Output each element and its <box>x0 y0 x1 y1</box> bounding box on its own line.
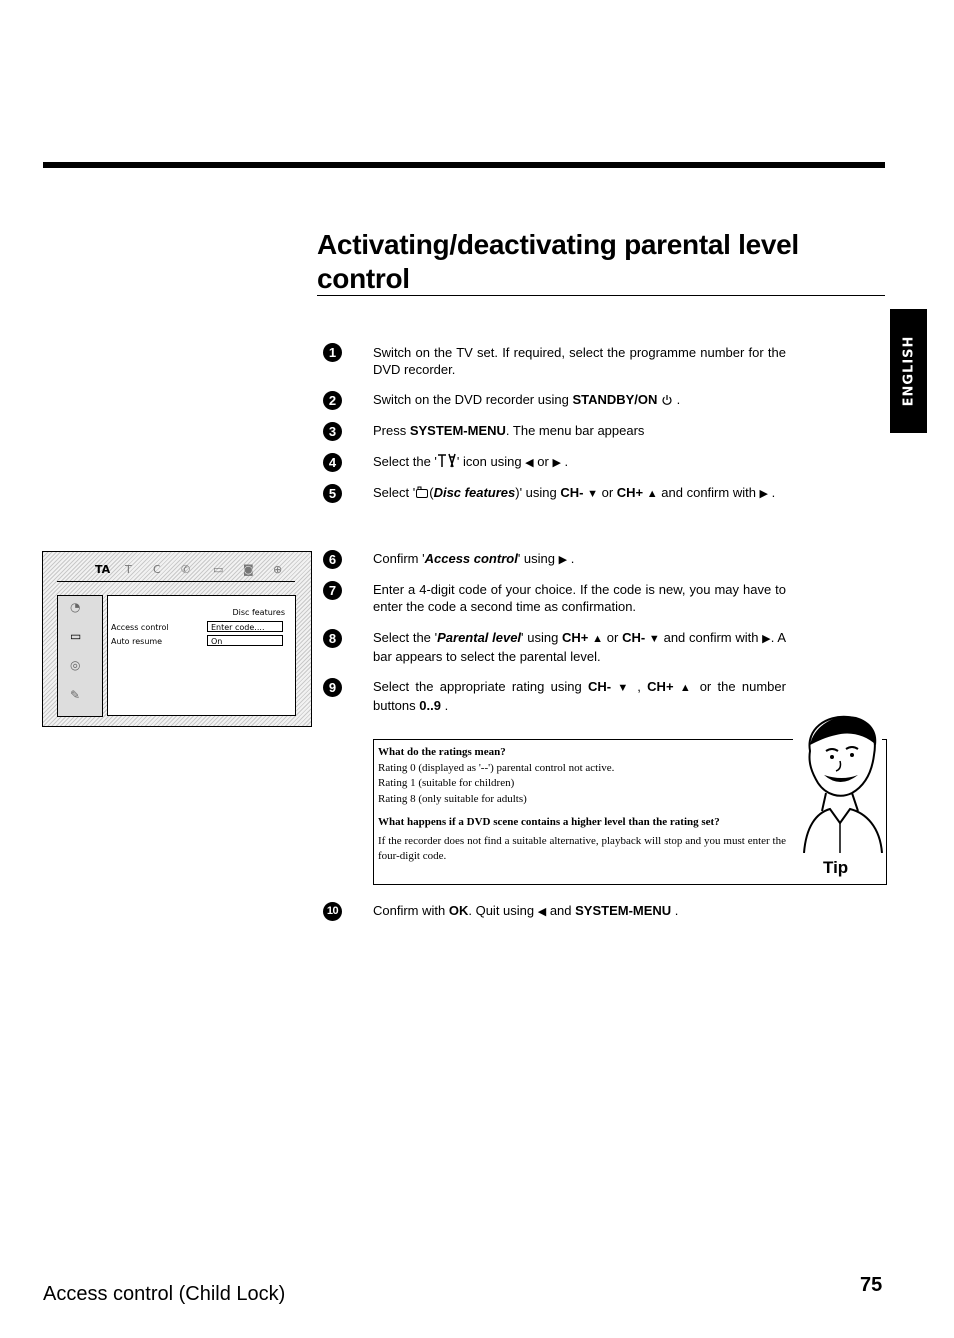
up-arrow-icon: ▲ <box>592 633 604 645</box>
right-arrow-icon: ▶ <box>552 457 561 469</box>
right-arrow-icon: ▶ <box>762 633 771 645</box>
menu-row-label: Auto resume <box>111 637 163 646</box>
right-arrow-icon: ▶ <box>558 554 568 566</box>
step-number: 4 <box>323 453 342 472</box>
tip-question: What happens if a DVD scene contains a higher level than the rating set? <box>378 816 720 828</box>
step-text: Enter a 4-digit code of your choice. If the code is new, you may have to enter the code a second time as confirmation. <box>373 582 786 614</box>
step-text: Select the appropriate rating using CH- ▼ , CH+ ▲ or the number buttons 0..9 . <box>373 679 786 713</box>
step-number: 6 <box>323 550 342 569</box>
menu-row-value: Enter code.... <box>207 621 283 632</box>
step-text: Confirm 'Access control' using ▶ . <box>373 551 575 566</box>
menu-row-value: On <box>207 635 283 646</box>
tip-character-illustration <box>796 711 884 853</box>
left-arrow-icon: ◀ <box>537 906 547 918</box>
tip-line: Rating 0 (displayed as '--') parental control not active. <box>378 761 615 774</box>
tip-content <box>378 745 786 865</box>
page-title: Activating/deactivating parental level control <box>317 229 799 294</box>
key-system-menu: SYSTEM-MENU <box>409 423 506 438</box>
menu-row-label: Access control <box>111 623 169 632</box>
up-arrow-icon: ▲ <box>679 682 694 694</box>
settings-icon: TA <box>95 563 111 576</box>
down-arrow-icon: ▼ <box>587 488 598 500</box>
menu-panel <box>107 595 296 716</box>
down-arrow-icon: ▼ <box>617 682 631 694</box>
tip-line: Rating 1 (suitable for children) <box>378 777 515 789</box>
step-number: 5 <box>323 484 342 503</box>
menu-side-bar <box>57 595 103 717</box>
step-number: 9 <box>323 678 342 697</box>
language-tab-label: ENGLISH <box>901 335 916 407</box>
wrench-icon: ✎ <box>70 688 81 702</box>
step-text: Select the 'Parental level' using CH+ ▲ or CH- ▼ and confirm with ▶. A bar appears to select the parental level. <box>373 630 786 664</box>
page-number: 75 <box>860 1274 883 1296</box>
step-number: 3 <box>323 422 342 441</box>
step-number: 1 <box>323 343 342 362</box>
settings-tools-icon <box>437 453 457 468</box>
top-rule <box>43 162 885 168</box>
sound-icon: C <box>153 563 161 576</box>
tip-line: Rating 8 (only suitable for adults) <box>378 792 527 805</box>
title-underline <box>317 295 885 296</box>
tip-label: Tip <box>823 858 849 877</box>
menu-panel-title: Disc features <box>232 608 285 617</box>
step-number: 7 <box>323 581 342 600</box>
key-standby: STANDBY/ON <box>572 392 658 407</box>
language-tab <box>890 309 927 433</box>
picture-icon: T <box>125 563 132 576</box>
section-name: Access control (Child Lock) <box>43 1283 286 1305</box>
dvd-icon: ◎ <box>70 658 81 672</box>
picture-mode-icon: ◔ <box>70 600 81 614</box>
menu-screen-illustration <box>42 551 312 727</box>
step-number: 8 <box>323 629 342 648</box>
tip-answer: If the recorder does not find a suitable alternative, playback will stop and you must enter the four-digit code. <box>378 834 786 862</box>
step-number: 10 <box>323 902 342 921</box>
right-arrow-icon: ▶ <box>759 488 769 500</box>
power-icon <box>661 394 673 406</box>
menu-bar <box>57 561 295 582</box>
disc-features-icon <box>415 485 429 499</box>
step-text: Switch on the TV set. If required, select the programme number for the DVD recorder. <box>373 345 786 377</box>
down-arrow-icon: ▼ <box>648 633 660 645</box>
left-arrow-icon: ◀ <box>525 457 534 469</box>
step-text: Select ' (Disc features)' using CH- ▼ or CH+ ▲ and confirm with ▶ . <box>373 485 776 500</box>
features-icon: ▭ <box>213 563 224 576</box>
step-text: Select the ' ' icon using ◀ or ▶ . <box>373 454 569 469</box>
record-icon: ◙ <box>243 563 254 576</box>
search-icon: ⊕ <box>273 563 283 576</box>
up-arrow-icon: ▲ <box>646 488 658 500</box>
step-text: Switch on the DVD recorder using STANDBY/ON . <box>373 392 681 407</box>
step-text: Press SYSTEM-MENU. The menu bar appears <box>373 423 645 438</box>
disc-features-icon: ▭ <box>70 629 82 643</box>
step-number: 2 <box>323 391 342 410</box>
tip-question: What do the ratings mean? <box>378 746 506 758</box>
step-text: Confirm with OK. Quit using ◀ and SYSTEM-MENU . <box>373 903 679 918</box>
language-icon: ✆ <box>181 563 191 576</box>
